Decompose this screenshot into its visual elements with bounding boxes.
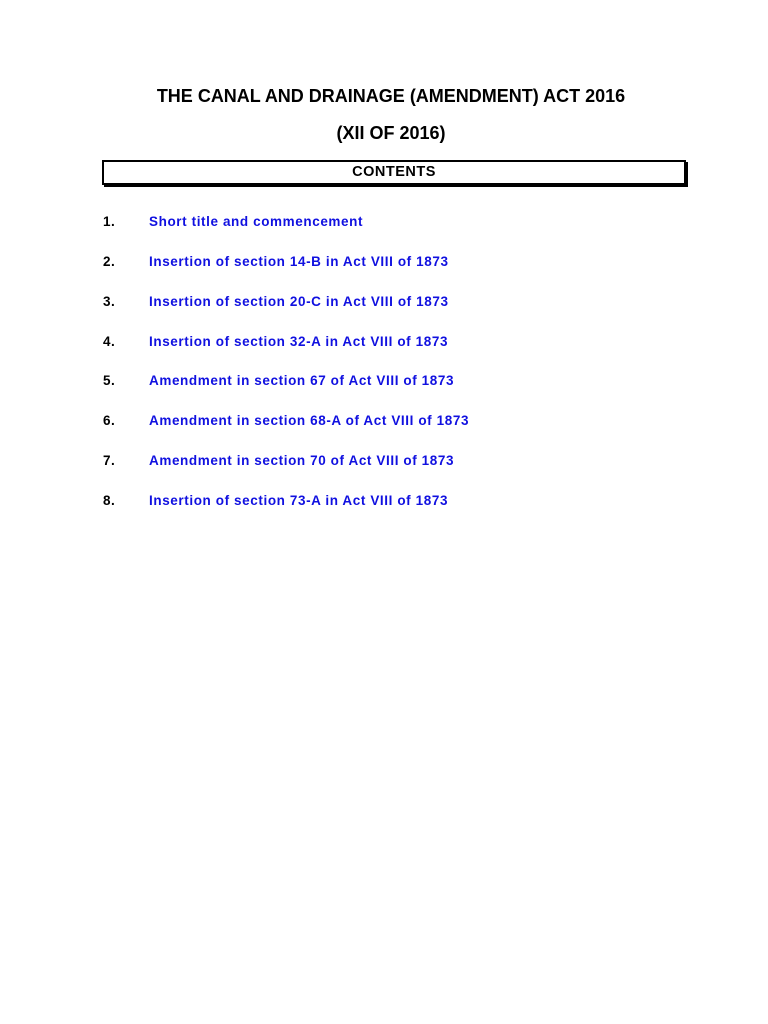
toc-number: 2. (103, 254, 116, 269)
toc-link-6[interactable]: Amendment in section 68-A of Act VIII of 1873 (149, 413, 470, 428)
toc-number: 8. (103, 493, 116, 508)
toc-number: 1. (103, 214, 116, 229)
toc-number: 4. (103, 334, 116, 349)
toc-link-8[interactable]: Insertion of section 73-A in Act VIII of 1873 (149, 493, 449, 508)
toc-number: 7. (103, 453, 116, 468)
document-title: THE CANAL AND DRAINAGE (AMENDMENT) ACT 2016 (156, 86, 626, 106)
toc-link-7[interactable]: Amendment in section 70 of Act VIII of 1873 (149, 453, 455, 468)
toc-link-5[interactable]: Amendment in section 67 of Act VIII of 1873 (149, 373, 455, 388)
toc-link-3[interactable]: Insertion of section 20-C in Act VIII of 1873 (149, 294, 449, 309)
toc-number: 6. (103, 413, 116, 428)
toc-item-1 (0, 212, 768, 232)
contents-heading: CONTENTS (352, 164, 436, 180)
toc-item-3 (0, 292, 768, 312)
toc-item-6 (0, 411, 768, 431)
toc-link-4[interactable]: Insertion of section 32-A in Act VIII of 1873 (149, 334, 449, 349)
document-subtitle: (XII OF 2016) (336, 123, 446, 143)
toc-item-5 (0, 371, 768, 391)
toc-item-4 (0, 332, 768, 352)
toc-link-2[interactable]: Insertion of section 14-B in Act VIII of 1873 (149, 254, 449, 269)
toc-item-8 (0, 491, 768, 511)
toc-item-2 (0, 252, 768, 272)
toc-link-1[interactable]: Short title and commencement (149, 214, 364, 229)
contents-heading-box (102, 160, 686, 185)
toc-item-7 (0, 451, 768, 471)
toc-number: 5. (103, 373, 116, 388)
toc-number: 3. (103, 294, 116, 309)
